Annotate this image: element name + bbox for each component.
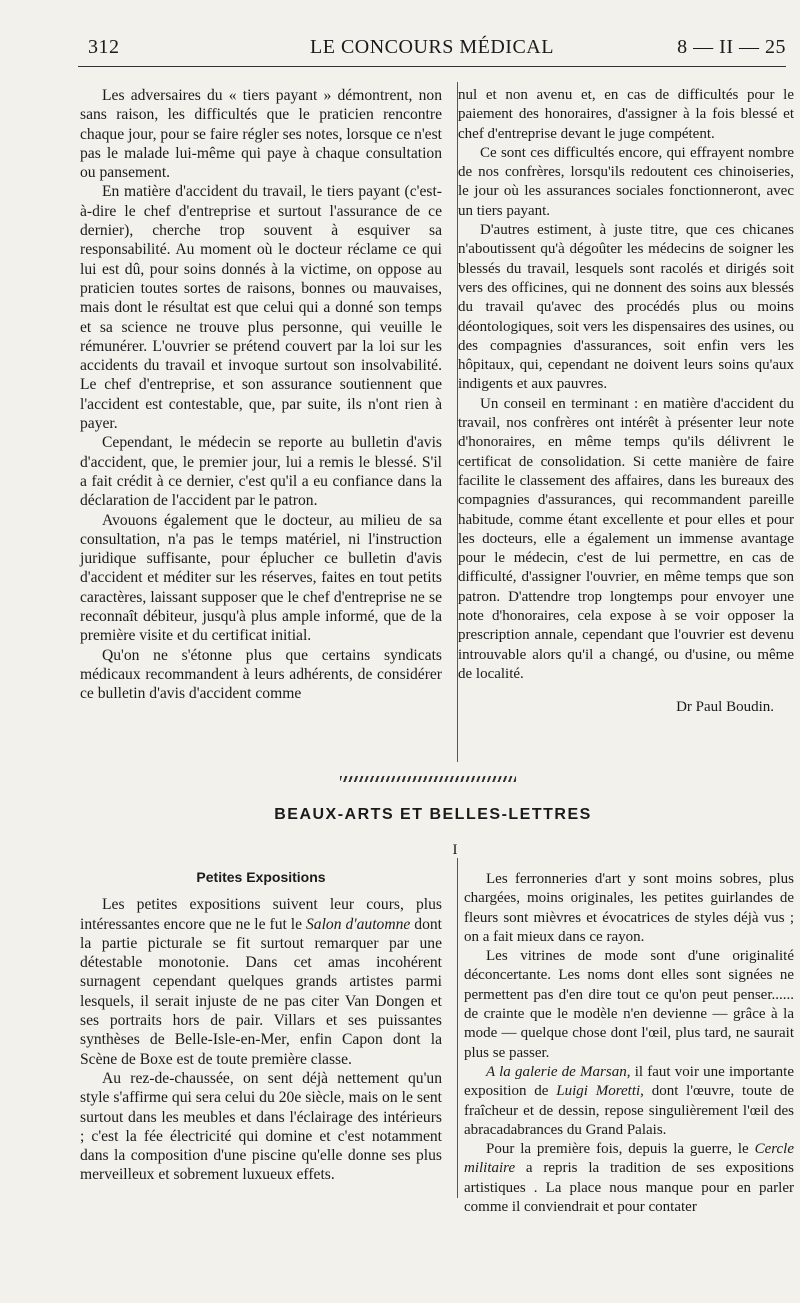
article1-left-paragraph: Avouons également que le docteur, au milieu de sa consultation, n'a pas le temps matériel, ni l'instruction juridique suffisante, pour éplucher ce bulletin d'avis d'accident et méditer sur les réserves, faites en tout petits caractères, laissant supposer que le chef d'entreprise ne se reconnaît débiteur, jusqu'à plus ample informé, que de la première visite et du certificat initial.	[80, 511, 442, 645]
article1-right-paragraph: Ce sont ces difficultés encore, qui effrayent nombre de nos confrères, lorsqu'ils redoutent ces chinoiseries, le jour où les assurances sociales fonctionneront, avec un tiers payant.	[458, 144, 794, 219]
article1-left-column	[80, 86, 442, 704]
text-run: dont la partie picturale se fit surtout remarquer par une détestable monotonie. Dans cet amas incohérent surnagent cependant quelques grands artistes parmi lesquels, il serait injuste de ne pas citer Van Dongen et ses portraits hors de pair. Villars et ses puissantes synthèses de Belle-Isle-en-Mer, enfin Capon dont la Scène de Boxe est de toute première classe.	[80, 915, 442, 1068]
article1-left-paragraph: En matière d'accident du travail, le tiers payant (c'est-à-dire le chef d'entreprise et surtout l'assurance de ce dernier), cherche trop souvent à esquiver sa responsabilité. Au moment où le docteur réclame ce qui lui est dû, pour soins donnés à la victime, on oppose au praticien toutes sortes de raisons, bonnes ou mauvaises, mais dont le résultat est que celui qui a donné son temps et sa science ne trouve plus personne, qui veuille le rémunérer. L'ouvrier se prétend couvert par la loi sur les accidents du travail et invoque surtout son insolvabilité. Le chef d'entreprise, et son assurance soutiennent que l'accident est contestable, que, par suite, ils n'ont rien à payer.	[80, 183, 442, 433]
article1-left-paragraph: Cependant, le médecin se reporte au bulletin d'avis d'accident, que, le premier jour, lui a remis le blessé. S'il a fait crédit à ce dernier, c'est qu'il a eu confiance dans la déclaration de l'accident par le patron.	[80, 434, 442, 510]
text-run: , dont l'œuvre, toute de fraîcheur et de dessin, repose singulièrement l'œil des abracadabrances du Grand Palais.	[464, 1083, 794, 1138]
page-header	[78, 36, 786, 67]
article2-right-paragraph	[464, 1063, 794, 1140]
article1-left-paragraph: Qu'on ne s'étonne plus que certains syndicats médicaux recommandent à leurs adhérents, de considérer ce bulletin d'avis d'accident comme	[80, 646, 442, 703]
gallery-name: A la galerie de Marsan	[486, 1063, 627, 1080]
article2-left-paragraph: Au rez-de-chaussée, on sent déjà nettement qu'un style s'affirme qui sera celui du 20e siècle, mais on le sent surtout dans les meubles et dans l'éclairage des intérieurs ; c'est la fée électricité qui domine et c'est notamment dans la composition d'une piscine qu'elle donne ses plus merveilleux et sobrement luxueux effets.	[80, 1069, 442, 1184]
salon-title: Salon d'automne	[306, 915, 411, 933]
journal-title: LE CONCOURS MÉDICAL	[310, 36, 554, 58]
text-run: a repris la tradition de ses expositions artistiques . La place nous manque pour en parler comme il conviendrait et pour contater	[464, 1160, 794, 1216]
section-title: BEAUX-ARTS ET BELLES-LETTRES	[274, 806, 592, 823]
article1-left-paragraph: Les adversaires du « tiers payant » démontrent, non sans raison, les difficultés que le praticien rencontre chaque jour, pour se faire régler ses notes, lorsque ce n'est pas le malade lui-même qui paye à chaque consultation ou pansement.	[80, 87, 442, 182]
article2-right-column	[464, 870, 794, 1217]
article1-right-paragraph: D'autres estiment, à juste titre, que ces chicanes n'aboutissent qu'à dégoûter les médecins de soigner les blessés du travail, lesquels sont racolés et dirigés soit vers des officines, qui ne donnent des soins aux blessés du travail qu'avec des procédés plus ou moins déontologiques, soit vers les dispensaires des usines, ou des compagnies d'assurances, soit enfin vers les hôpitaux, qui, cependant ne doivent leurs soins qu'aux indigents et aux pauvres.	[458, 222, 794, 393]
text-run: Les petites expositions suivent leur cours, plus intéressantes encore que ne le fut le	[80, 896, 442, 933]
column-rule	[457, 858, 458, 1198]
article2-left-column	[80, 868, 442, 1185]
article-subheading: Petites Expositions	[196, 869, 326, 885]
text-run: Pour la première fois, depuis la guerre, le	[486, 1141, 755, 1158]
artist-name: Luigi Moretti	[556, 1083, 641, 1100]
section-number: I	[452, 842, 458, 858]
article1-right-paragraph: Un conseil en terminant : en matière d'accident du travail, nos confrères ont intérêt à présenter leur note d'honoraires, en même temps qu'ils délivrent le certificat de consolidation. Si cette manière de faire facilite le classement des affaires, dans les bureaux des compagnies d'assurances, qui recommandent pareille habitude, comme étant excellente et pour elles et pour les docteurs, elle a également un immense avantage pour le médecin, c'est de lui permettre, en cas de difficulté, d'assigner l'ouvrier, en même temps que son patron. D'attendre trop longtemps pour envoyer une note d'honoraires, cela expose à se voir opposer la prescription annale, cependant que l'ouvrier est devenu introuvable alors qu'il a changé, ou d'usine, ou même de localité.	[458, 395, 794, 682]
article2-right-paragraph: Les vitrines de mode sont d'une originalité déconcertante. Les noms dont elles sont signées ne permettent pas d'en dire tout ce qu'on peut penser...... de crainte que le modèle n'en devienne — grâce à la mode — quelque chose dont l'œil, plus tard, ne saurait plus se passer.	[464, 948, 794, 1061]
text-run: , il faut voir une importante exposition de	[464, 1063, 794, 1100]
venue-name: Cercle militaire	[464, 1141, 794, 1177]
article1-right-paragraph: nul et non avenu et, en cas de difficultés pour le paiement des honoraires, d'assigner à la fois blessé et chef d'entreprise devant le juge compétent.	[458, 87, 794, 142]
page-number: 312	[88, 36, 120, 58]
article2-left-paragraph	[80, 895, 442, 1069]
article2-right-paragraph: Les ferronneries d'art y sont moins sobres, plus chargées, moins originales, les petites guirlandes de fleurs sont mièvres et évocatrices de styles déjà vus ; on a fait mieux dans ce rayon.	[464, 871, 794, 945]
article2-right-paragraph	[464, 1140, 794, 1217]
article1-right-column	[458, 86, 794, 718]
issue-date: 8 — II — 25	[677, 36, 786, 58]
author-signature: Dr Paul Boudin.	[676, 699, 774, 716]
ornamental-divider	[340, 776, 516, 782]
